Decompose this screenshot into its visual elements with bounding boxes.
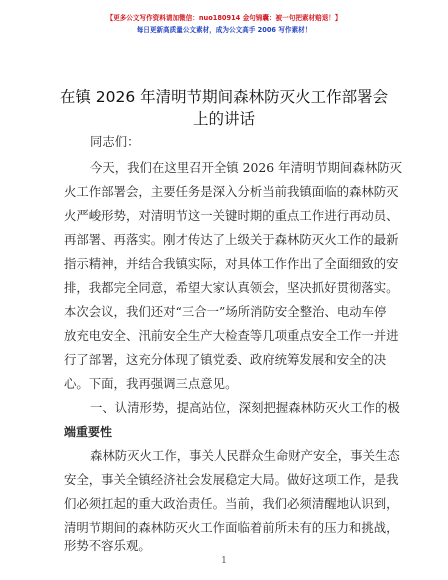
body-line: 今天，我们在这里召开全镇 2026 年清明节期间森林防灭 — [90, 160, 403, 175]
title-line-2: 上的讲话 — [192, 110, 255, 128]
body-line: 清明节期间的森林防灭火工作面临着前所未有的压力和挑战， — [64, 520, 399, 535]
body-line: 森林防灭火工作，事关人民群众生命财产安全，事关生态 — [90, 448, 400, 463]
page-number: 1 — [221, 556, 227, 566]
body-line: 心。下面，我再强调三点意见。 — [64, 376, 238, 391]
body-line: 火严峻形势，对清明节这一关键时期的重点工作进行再动员、 — [64, 208, 399, 223]
body-line: 排，我都完全同意，希望大家认真领会，坚决抓好贯彻落实。 — [64, 280, 399, 295]
body-line: 们必须扛起的重大政治责任。当前，我们必须清醒地认识到， — [64, 496, 399, 511]
title-line-1: 在镇 2026 年清明节期间森林防灭火工作部署会 — [59, 88, 389, 106]
promo-banner-line-1: 【更多公文写作资料请加微信：nuo180914 金句锦囊：被一句把素材赔退！】 — [106, 14, 342, 22]
body-line: 放充电安全、汛前安全生产大检查等几项重点安全工作一并进 — [64, 328, 399, 343]
body-line: 本次会议，我们还对“三合一”场所消防安全整治、电动车停 — [64, 304, 387, 319]
body-line: 指示精神，并结合我镇实际，对具体工作作出了全面细致的安 — [64, 256, 399, 271]
body-line: 安全，事关全镇经济社会发展稳定大局。做好这项工作，是我 — [64, 472, 399, 487]
body-line: 再部署、再落实。刚才传达了上级关于森林防灭火工作的最新 — [64, 232, 399, 247]
salutation: 同志们： — [90, 134, 140, 149]
document-title — [40, 86, 408, 130]
body-line: 形势不容乐观。 — [64, 538, 151, 553]
section-heading-line-1: 一、认清形势，提高站位，深刻把握森林防灭火工作的极 — [90, 400, 400, 415]
section-heading-line-2: 端重要性 — [64, 425, 113, 439]
body-line: 火工作部署会，主要任务是深入分析当前我镇面临的森林防灭 — [64, 184, 399, 199]
promo-banner-line-2: 每日更新高质量公文素材，成为公文高手 2006 写作素材！ — [136, 26, 312, 34]
body-line: 行了部署，这充分体现了镇党委、政府统筹发展和安全的决 — [64, 352, 387, 367]
